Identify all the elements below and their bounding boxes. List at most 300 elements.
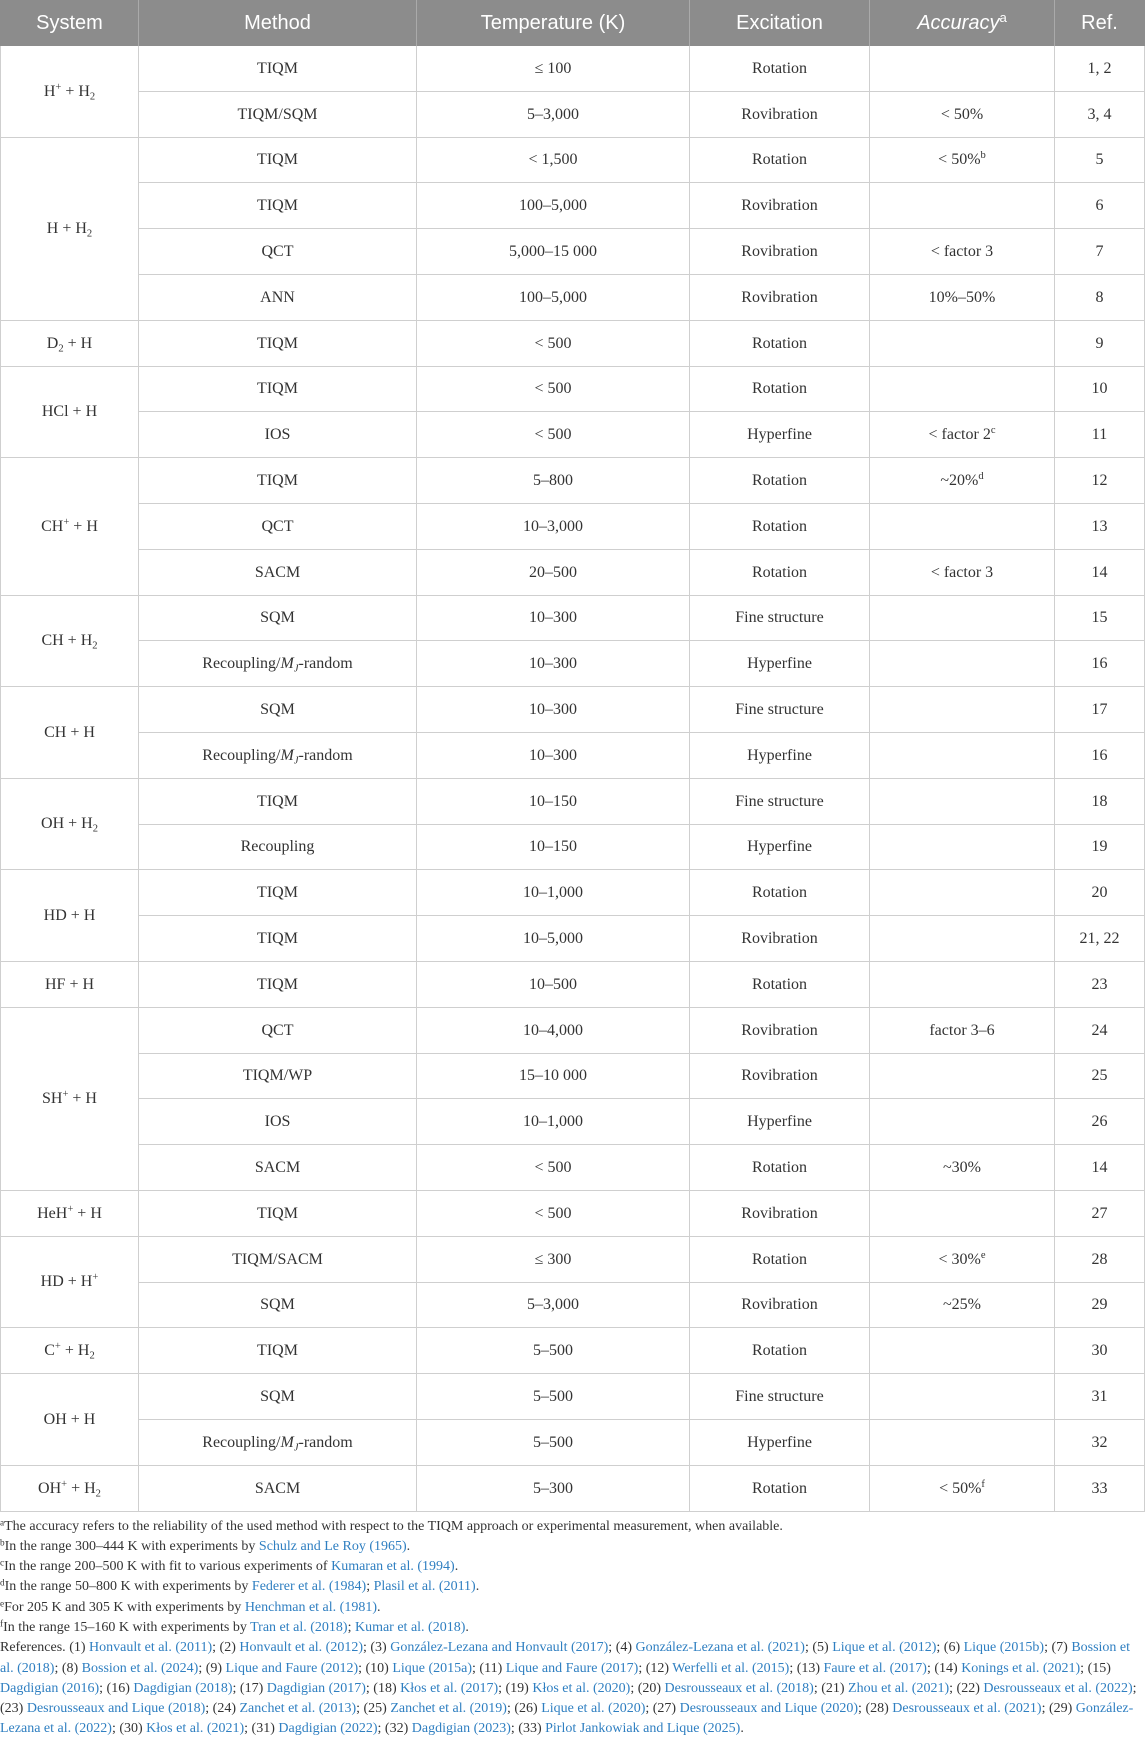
method-cell [139,825,417,871]
temperature-cell [417,92,690,138]
reference-separator: ; [1041,1701,1046,1717]
excitation-cell [690,687,870,733]
excitation-cell [690,183,870,229]
method-cell-content [255,1158,300,1177]
ref-cell [1055,687,1145,733]
ref-cell-content [1080,929,1120,948]
ref-text: 28 [1091,1250,1108,1268]
excitation-cell-content [747,425,812,444]
reference-link[interactable]: Dagdigian (2016) [0,1680,100,1696]
reference-number: (28) [865,1701,889,1717]
excitation-cell [690,1191,870,1237]
temperature-text: 10–300 [529,609,577,627]
system-cell-content [45,975,94,994]
system-text: + H [73,1204,102,1222]
column-header-text: Method [244,12,311,34]
reference-link[interactable]: Dagdigian (2017) [266,1680,366,1696]
reference-link[interactable]: Dagdigian (2022) [278,1721,378,1737]
reference-link[interactable]: Lique and Faure (2017) [505,1660,639,1676]
reference-number: (26) [514,1701,538,1717]
citation-link[interactable]: Plasil et al. (2011) [373,1579,476,1595]
citation-link[interactable]: Kumaran et al. (1994) [331,1559,455,1575]
method-italic-text: M [280,1433,294,1451]
accuracy-cell [870,870,1055,916]
reference-link[interactable]: Honvault et al. (2011) [89,1640,213,1656]
temperature-cell [417,1008,690,1054]
column-header-system-content [36,11,103,35]
excitation-text: Hyperfine [747,838,812,856]
excitation-text: Rotation [751,975,808,993]
method-cell-content [260,608,295,627]
ref-cell [1055,412,1145,458]
system-cell-content [44,723,95,742]
ref-text: 24 [1091,1021,1108,1039]
system-cell [0,1374,139,1466]
method-cell [139,1145,417,1191]
method-cell [139,962,417,1008]
method-cell-content [262,1021,294,1040]
temperature-cell [417,321,690,367]
method-text: TIQM [257,334,298,352]
column-header-superscript: a [999,9,1007,25]
excitation-cell [690,916,870,962]
system-cell [0,687,139,779]
temperature-text: ≤ 300 [534,1250,572,1268]
ref-text: 32 [1091,1433,1108,1451]
reference-separator: ; [1044,1640,1048,1656]
accuracy-cell-content [929,1021,994,1040]
footnote-text: ; [347,1619,355,1635]
method-text: TIQM [257,1342,298,1360]
system-cell-content [37,1204,102,1223]
reference-number: (19) [505,1680,529,1696]
ref-cell-content [1092,975,1108,994]
temperature-cell [417,1466,690,1512]
column-header-method [139,0,417,46]
reference-number: (3) [370,1640,387,1656]
excitation-text: Hyperfine [747,746,812,764]
method-cell-content [262,242,294,261]
reference-link[interactable]: Desrousseaux et al. (2018) [664,1680,814,1696]
accuracy-cell [870,504,1055,550]
reference-link[interactable]: Bossion et al. (2018) [0,1640,1131,1676]
system-superscript: + [55,81,62,93]
method-cell [139,1237,417,1283]
temperature-cell [417,458,690,504]
accuracy-text: ~30% [943,1158,981,1176]
system-text: + H [63,334,93,352]
column-header-accuracy-content [917,11,1007,35]
method-text: Recoupling/ [202,746,281,764]
method-subscript: J [293,1442,299,1454]
method-cell [139,870,417,916]
reference-link[interactable]: González-Lezana et al. (2022) [0,1701,1134,1737]
temperature-cell [417,46,690,92]
reference-link[interactable]: Honvault et al. (2012) [239,1640,363,1656]
system-superscript: + [63,516,70,528]
ref-text: 31 [1091,1387,1108,1405]
ref-cell [1055,92,1145,138]
accuracy-cell [870,1191,1055,1237]
reference-link[interactable]: Konings et al. (2021) [961,1660,1081,1676]
accuracy-cell [870,183,1055,229]
method-text: SQM [260,609,295,627]
system-text: SH [42,1090,63,1108]
excitation-cell-content [752,1479,807,1498]
ref-cell-content [1092,792,1108,811]
excitation-text: Fine structure [735,700,824,718]
temperature-cell [417,229,690,275]
excitation-cell [690,1054,870,1100]
temperature-text: < 500 [534,1158,572,1176]
excitation-cell-content [752,334,807,353]
method-cell [139,779,417,825]
ref-cell-content [1096,288,1104,307]
temperature-cell [417,779,690,825]
accuracy-cell-content [938,150,986,169]
ref-text: 25 [1091,1067,1108,1085]
ref-cell [1055,1420,1145,1466]
citation-link[interactable]: Tran et al. (2018) [250,1619,348,1635]
excitation-cell [690,825,870,871]
system-cell-content [41,1272,99,1291]
excitation-text: Rotation [751,563,808,581]
temperature-cell [417,962,690,1008]
reference-link[interactable]: Werfelli et al. (2015) [672,1660,790,1676]
ref-cell [1055,596,1145,642]
excitation-cell-content [752,471,807,490]
temperature-cell-content [533,1387,573,1406]
temperature-cell-content [523,1112,583,1131]
reference-link[interactable]: Kłos et al. (2020) [532,1680,631,1696]
reference-number: (33) [518,1721,542,1737]
temperature-text: < 500 [534,1204,572,1222]
footnote [0,1557,1145,1577]
reference-link[interactable]: Zanchet et al. (2019) [390,1701,507,1717]
reference-link[interactable]: Zanchet et al. (2013) [239,1701,357,1717]
reference-link[interactable]: Bossion et al. (2024) [81,1660,199,1676]
accuracy-cell [870,641,1055,687]
reference-number: (4) [615,1640,633,1656]
excitation-cell-content [741,1021,817,1040]
ref-cell [1055,870,1145,916]
accuracy-cell [870,1237,1055,1283]
reference-link[interactable]: Kłos et al. (2017) [400,1680,499,1696]
accuracy-cell [870,1374,1055,1420]
citation-link[interactable]: Federer et al. (1984) [251,1579,367,1595]
system-text: + H [67,1479,96,1497]
ref-cell [1055,275,1145,321]
ref-cell [1055,641,1145,687]
accuracy-superscript: d [978,471,984,483]
excitation-cell-content [747,746,812,765]
reference-separator: ; [363,1640,367,1656]
column-header-temperature [417,0,690,46]
accuracy-cell [870,550,1055,596]
temperature-cell-content [523,1021,583,1040]
ref-text: 12 [1091,471,1108,489]
system-cell [0,458,139,595]
reference-number: (9) [205,1660,223,1676]
temperature-cell [417,367,690,413]
temperature-cell-content [534,425,571,444]
system-cell-content [44,82,95,101]
column-header-ref [1055,0,1145,46]
method-cell-content [257,471,298,490]
reference-number: (1) [69,1640,86,1656]
method-cell-content [257,929,298,948]
ref-cell [1055,1008,1145,1054]
ref-cell [1055,46,1145,92]
temperature-cell-content [533,471,573,490]
method-text: SQM [260,1387,295,1405]
reference-number: (12) [645,1660,670,1676]
footnote-text: In the range 300–444 K with experiments by [4,1538,259,1554]
reference-link[interactable]: Desrousseaux and Lique (2018) [26,1701,206,1717]
excitation-text: Hyperfine [747,426,812,444]
system-cell-content [44,906,96,925]
excitation-cell-content [752,1250,807,1269]
reference-number: (14) [934,1660,958,1676]
accuracy-text: < factor 2 [928,426,991,444]
excitation-cell-content [752,1158,807,1177]
excitation-cell [690,641,870,687]
reference-separator: ; [630,1680,635,1696]
ref-cell-content [1092,608,1108,627]
ref-cell [1055,1374,1145,1420]
reference-separator: ; [645,1701,650,1717]
reference-separator: ; [356,1701,361,1717]
temperature-cell [417,275,690,321]
excitation-cell [690,1374,870,1420]
method-subscript: J [293,755,299,767]
ref-cell [1055,1191,1145,1237]
ref-cell [1055,1328,1145,1374]
reference-link[interactable]: Desrousseaux et al. (2021) [892,1701,1042,1717]
temperature-cell-content [533,1341,573,1360]
reference-link[interactable]: Pirlot Jankowiak and Lique (2025) [545,1721,741,1737]
accuracy-cell [870,1054,1055,1100]
temperature-cell-content [527,105,579,124]
ref-cell [1055,779,1145,825]
excitation-cell-content [741,242,817,261]
system-cell [0,1237,139,1329]
method-text: TIQM/SQM [237,105,318,123]
excitation-cell-content [752,150,807,169]
method-cell [139,321,417,367]
method-text: TIQM [257,929,298,947]
reference-link[interactable]: González-Lezana et al. (2021) [635,1640,805,1656]
citation-link[interactable]: Henchman et al. (1981) [244,1599,377,1615]
system-cell-content [42,402,97,421]
ref-cell [1055,367,1145,413]
method-cell [139,916,417,962]
footnote [0,1598,1145,1618]
reference-number: (10) [365,1660,389,1676]
accuracy-cell [870,1008,1055,1054]
method-text: Recoupling [240,838,315,856]
temperature-cell-content [519,1066,587,1085]
footnote [0,1537,1145,1557]
excitation-cell-content [735,792,823,811]
excitation-cell [690,962,870,1008]
excitation-cell-content [747,1433,812,1452]
ref-cell-content [1092,1295,1108,1314]
reference-link[interactable]: Lique et al. (2012) [832,1640,937,1656]
method-cell-content [257,59,298,78]
accuracy-cell [870,687,1055,733]
citation-link[interactable]: Schulz and Le Roy (1965) [258,1538,407,1554]
method-cell [139,687,417,733]
ref-text: 7 [1095,242,1104,260]
ref-cell [1055,229,1145,275]
system-cell-content [38,1479,101,1498]
accuracy-cell-content [938,1250,985,1269]
accuracy-cell [870,46,1055,92]
ref-cell-content [1092,700,1108,719]
footnote-text: . [465,1619,469,1635]
method-italic-text: M [280,655,294,673]
temperature-cell [417,183,690,229]
ref-text: 29 [1091,1296,1108,1314]
temperature-text: 5–800 [533,471,573,489]
reference-link[interactable]: Dagdigian (2018) [133,1680,233,1696]
temperature-text: 10–1,000 [523,884,583,902]
ref-cell [1055,733,1145,779]
system-text: HD + H [43,907,96,925]
method-cell [139,504,417,550]
excitation-cell [690,275,870,321]
method-text: TIQM [257,884,298,902]
reference-separator: ; [936,1640,941,1656]
method-cell-content [257,975,298,994]
reference-separator: ; [789,1660,794,1676]
temperature-text: < 1,500 [528,151,578,169]
accuracy-cell-content [929,288,996,307]
ref-text: 16 [1091,746,1108,764]
reference-link[interactable]: Zhou et al. (2021) [848,1680,950,1696]
method-text: IOS [264,426,291,444]
footnote-text: In the range 200–500 K with fit to various experiments of [4,1559,332,1575]
temperature-text: 20–500 [529,563,577,581]
excitation-cell [690,733,870,779]
ref-cell-content [1096,150,1104,169]
accuracy-superscript: f [981,1478,985,1490]
excitation-text: Rovibration [741,105,818,123]
excitation-text: Rovibration [741,242,818,260]
system-cell [0,1466,139,1512]
column-header-system [0,0,139,46]
column-header-accuracy [870,0,1055,46]
reference-separator: ; [198,1660,203,1676]
reference-link[interactable]: Lique (2015b) [963,1640,1045,1656]
excitation-text: Rovibration [741,1021,818,1039]
temperature-text: 10–500 [529,975,577,993]
table-footnotes [0,1512,1145,1740]
excitation-cell [690,229,870,275]
system-superscript: + [62,1089,69,1101]
method-cell-content [232,1250,323,1269]
temperature-text: 100–5,000 [519,288,587,306]
system-subscript: 2 [58,343,64,355]
reference-link[interactable]: Lique et al. (2020) [541,1701,646,1717]
method-text: TIQM [257,59,298,77]
temperature-cell [417,687,690,733]
method-text: -random [298,1433,353,1451]
accuracy-text: ~25% [943,1296,981,1314]
system-superscript: + [92,1272,99,1284]
ref-cell-content [1092,746,1108,765]
reference-link[interactable]: Dagdigian (2023) [411,1721,511,1737]
excitation-text: Fine structure [735,609,824,627]
footnote-marker: e [0,1598,5,1609]
method-text: SACM [254,1158,301,1176]
reference-link[interactable]: Kłos et al. (2021) [146,1721,245,1737]
excitation-cell-content [752,563,807,582]
ref-text: 8 [1095,288,1104,306]
ref-cell-content [1092,883,1108,902]
system-subscript: 2 [92,640,98,652]
ref-cell-content [1092,379,1108,398]
accuracy-cell-content [931,563,993,582]
temperature-text: 10–4,000 [523,1021,583,1039]
excitation-cell-content [741,105,817,124]
reference-number: (22) [956,1680,980,1696]
temperature-cell [417,1054,690,1100]
method-cell-content [202,1433,352,1452]
accuracy-cell [870,733,1055,779]
excitation-text: Rotation [751,471,808,489]
ref-cell-content [1092,563,1108,582]
excitation-text: Rovibration [741,929,818,947]
temperature-cell-content [529,746,577,765]
method-cell-content [202,746,352,765]
temperature-text: 10–300 [529,746,577,764]
ref-text: 18 [1091,792,1108,810]
ref-text: 15 [1091,609,1108,627]
temperature-text: 5–500 [533,1387,573,1405]
method-cell [139,1283,417,1329]
reference-link[interactable]: Desrousseaux et al. (2022) [983,1680,1133,1696]
system-cell-content [47,219,92,238]
reference-number: (7) [1051,1640,1068,1656]
method-cell-content [255,1479,300,1498]
reference-link[interactable]: González-Lezana and Honvault (2017) [390,1640,609,1656]
excitation-cell-content [741,1204,817,1223]
method-cell [139,1054,417,1100]
reference-link[interactable]: Lique (2015a) [392,1660,473,1676]
footnote-marker: b [0,1537,5,1548]
temperature-cell [417,1145,690,1191]
excitation-cell [690,138,870,184]
temperature-cell-content [519,288,587,307]
method-text: SQM [260,700,295,718]
reference-link[interactable]: Faure et al. (2017) [823,1660,927,1676]
system-text: HCl + H [41,403,98,421]
excitation-text: Rovibration [741,1296,818,1314]
temperature-cell [417,138,690,184]
reference-link[interactable]: Lique and Faure (2012) [225,1660,359,1676]
temperature-text: 5–300 [533,1479,573,1497]
accuracy-cell [870,962,1055,1008]
reference-link[interactable]: Desrousseaux and Lique (2020) [679,1701,859,1717]
excitation-cell-content [741,288,817,307]
citation-link[interactable]: Kumar et al. (2018) [354,1619,466,1635]
column-header-italic-text: Accuracy [917,12,1000,34]
system-cell [0,962,139,1008]
reference-separator: ; [99,1680,104,1696]
accuracy-cell [870,367,1055,413]
